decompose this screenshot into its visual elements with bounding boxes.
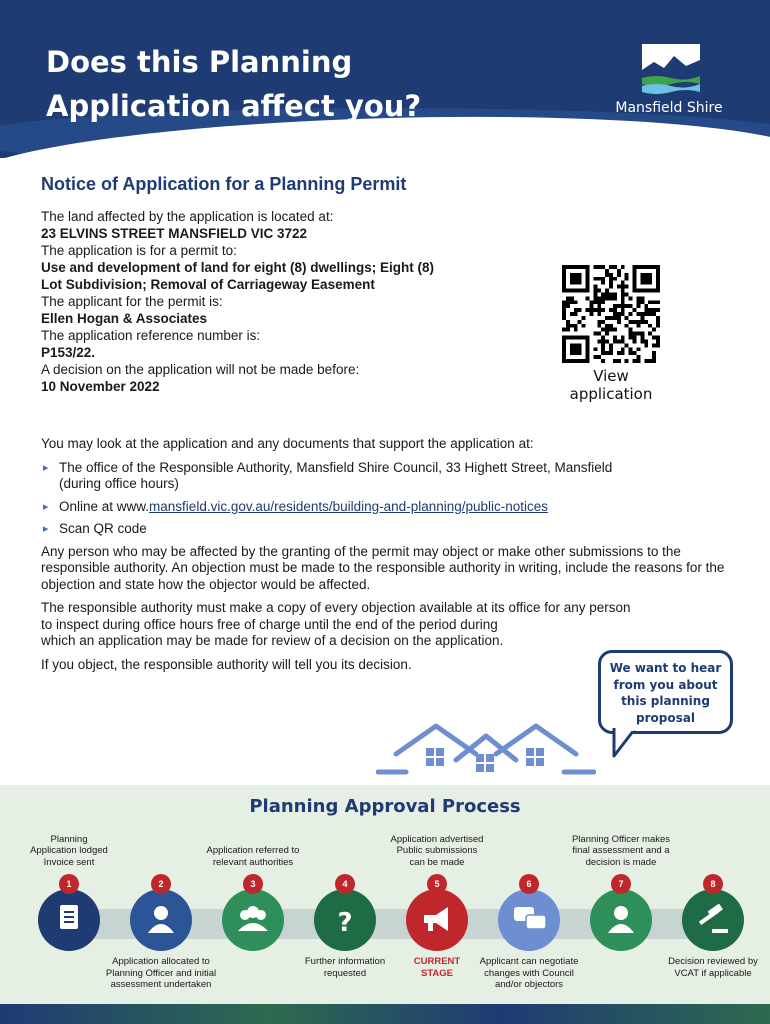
bullet1-line1: ▸ The office of the Responsible Authority, Mansfield Shire Council, 33 Highett Street, Mansfield	[59, 459, 613, 475]
process-step-circle	[682, 889, 744, 951]
decision-label: A decision on the application will not be made before:	[41, 362, 360, 377]
process-step-bottom-text: Decision reviewed by VCAT if applicable	[668, 956, 758, 979]
bubble-line1: We want to hear	[609, 661, 722, 675]
objection-paragraph: Any person who may be affected by the granting of the permit may object or make other submissions to the responsible authority. An objection must be made to the responsible authority in writing, include the reasons for the objection and state how the objector would be affected.	[41, 543, 725, 592]
copy-objection-line3: which an application may be made for review of a decision on the application.	[41, 633, 504, 648]
reference-label: The application reference number is:	[41, 328, 261, 343]
speech-bubble-tail-icon	[612, 728, 636, 758]
permit-label: The application is for a permit to:	[41, 243, 237, 258]
process-step-bottom-text: Further information requested	[304, 956, 386, 979]
process-step-circle	[406, 889, 468, 951]
qr-code-icon[interactable]	[562, 265, 660, 363]
info-section	[41, 436, 731, 680]
public-notices-link[interactable]: mansfield.vic.gov.au/residents/building-and-planning/public-notices	[149, 498, 549, 514]
process-step-number: 3	[243, 874, 263, 894]
process-step-top-text: Application advertised Public submissions can be made	[390, 833, 484, 868]
access-options-list	[41, 460, 731, 538]
process-step-number: 8	[703, 874, 723, 894]
permit-value-line2: Lot Subdivision; Removal of Carriageway Easement	[41, 277, 375, 292]
process-step-circle	[498, 889, 560, 951]
group-icon	[222, 889, 284, 951]
list-item	[41, 499, 731, 516]
process-step-circle	[590, 889, 652, 951]
process-step-top-text: Application referred to relevant authorities	[206, 845, 300, 868]
view-application-line2: application	[569, 385, 653, 403]
page-title-line1: Does this Planning	[46, 45, 353, 79]
svg-text:?: ?	[337, 908, 353, 938]
info-intro: You may look at the application and any documents that support the application at:	[41, 436, 534, 451]
process-step-top-text: Planning Application lodged Invoice sent	[30, 833, 108, 868]
copy-objection-line1: The responsible authority must make a copy of every objection available at its office for any person	[41, 600, 631, 615]
applicant-label: The applicant for the permit is:	[41, 294, 223, 309]
bullet2-prefix: Online at www.	[59, 498, 150, 514]
list-item: ▸ Scan QR code	[41, 521, 731, 538]
bubble-line2: from you about	[613, 677, 718, 692]
process-step-circle	[222, 889, 284, 951]
bubble-line3: this planning	[621, 694, 710, 708]
process-step-bottom-text: CURRENT STAGE	[413, 956, 461, 979]
notice-details	[41, 208, 561, 395]
process-step-circle	[130, 889, 192, 951]
copy-objection-line2: to inspect during office hours free of charge until the end of the period during	[41, 616, 498, 632]
applicant-value: Ellen Hogan & Associates	[41, 311, 208, 326]
process-step-number: 7	[611, 874, 631, 894]
page-title	[46, 40, 421, 128]
bubble-line4: proposal	[636, 710, 695, 725]
process-step-top-text: Planning Officer makes final assessment and a decision is made	[571, 833, 671, 868]
decision-value: 10 November 2022	[41, 379, 160, 394]
page-title-line2: Application affect you?	[46, 89, 422, 123]
process-step-circle	[38, 889, 100, 951]
decision-notice-paragraph: If you object, the responsible authority will tell you its decision.	[41, 656, 412, 672]
process-step-circle	[314, 889, 376, 951]
process-step-bottom-text: Applicant can negotiate changes with Council and/or objectors	[479, 956, 579, 990]
mansfield-shire-logo	[604, 44, 734, 124]
process-step-number: 6	[519, 874, 539, 894]
view-application-label[interactable]	[556, 367, 666, 403]
copy-objection-paragraph	[41, 600, 731, 650]
process-step-number: 2	[151, 874, 171, 894]
permit-value-line1: Use and development of land for eight (8) dwellings; Eight (8)	[41, 260, 435, 275]
megaphone-icon	[406, 889, 468, 951]
document-icon	[38, 889, 100, 951]
gavel-icon	[682, 889, 744, 951]
footer-strip	[0, 1004, 770, 1024]
process-step-bottom-text: Application allocated to Planning Officer and initial assessment undertaken	[105, 956, 217, 990]
houses-icon	[376, 720, 596, 778]
question-icon	[314, 889, 376, 951]
process-title: Planning Approval Process	[249, 796, 521, 817]
mountain-logo-icon	[642, 44, 700, 96]
bullet1-line2: (during office hours)	[59, 476, 179, 491]
process-step-number: 4	[335, 874, 355, 894]
feedback-speech-bubble	[598, 650, 733, 734]
process-step-number: 1	[59, 874, 79, 894]
reference-value: P153/22.	[41, 345, 96, 360]
land-label: The land affected by the application is located at:	[41, 209, 334, 224]
person-icon	[590, 889, 652, 951]
process-step-number: 5	[427, 874, 447, 894]
land-value: 23 ELVINS STREET MANSFIELD VIC 3722	[41, 226, 308, 241]
view-application-line1: View	[593, 367, 629, 385]
person-icon	[130, 889, 192, 951]
list-item	[41, 460, 731, 493]
logo-text: Mansfield Shire	[615, 100, 723, 116]
notice-heading: Notice of Application for a Planning Permit	[41, 174, 407, 194]
chat-icon	[498, 889, 560, 951]
